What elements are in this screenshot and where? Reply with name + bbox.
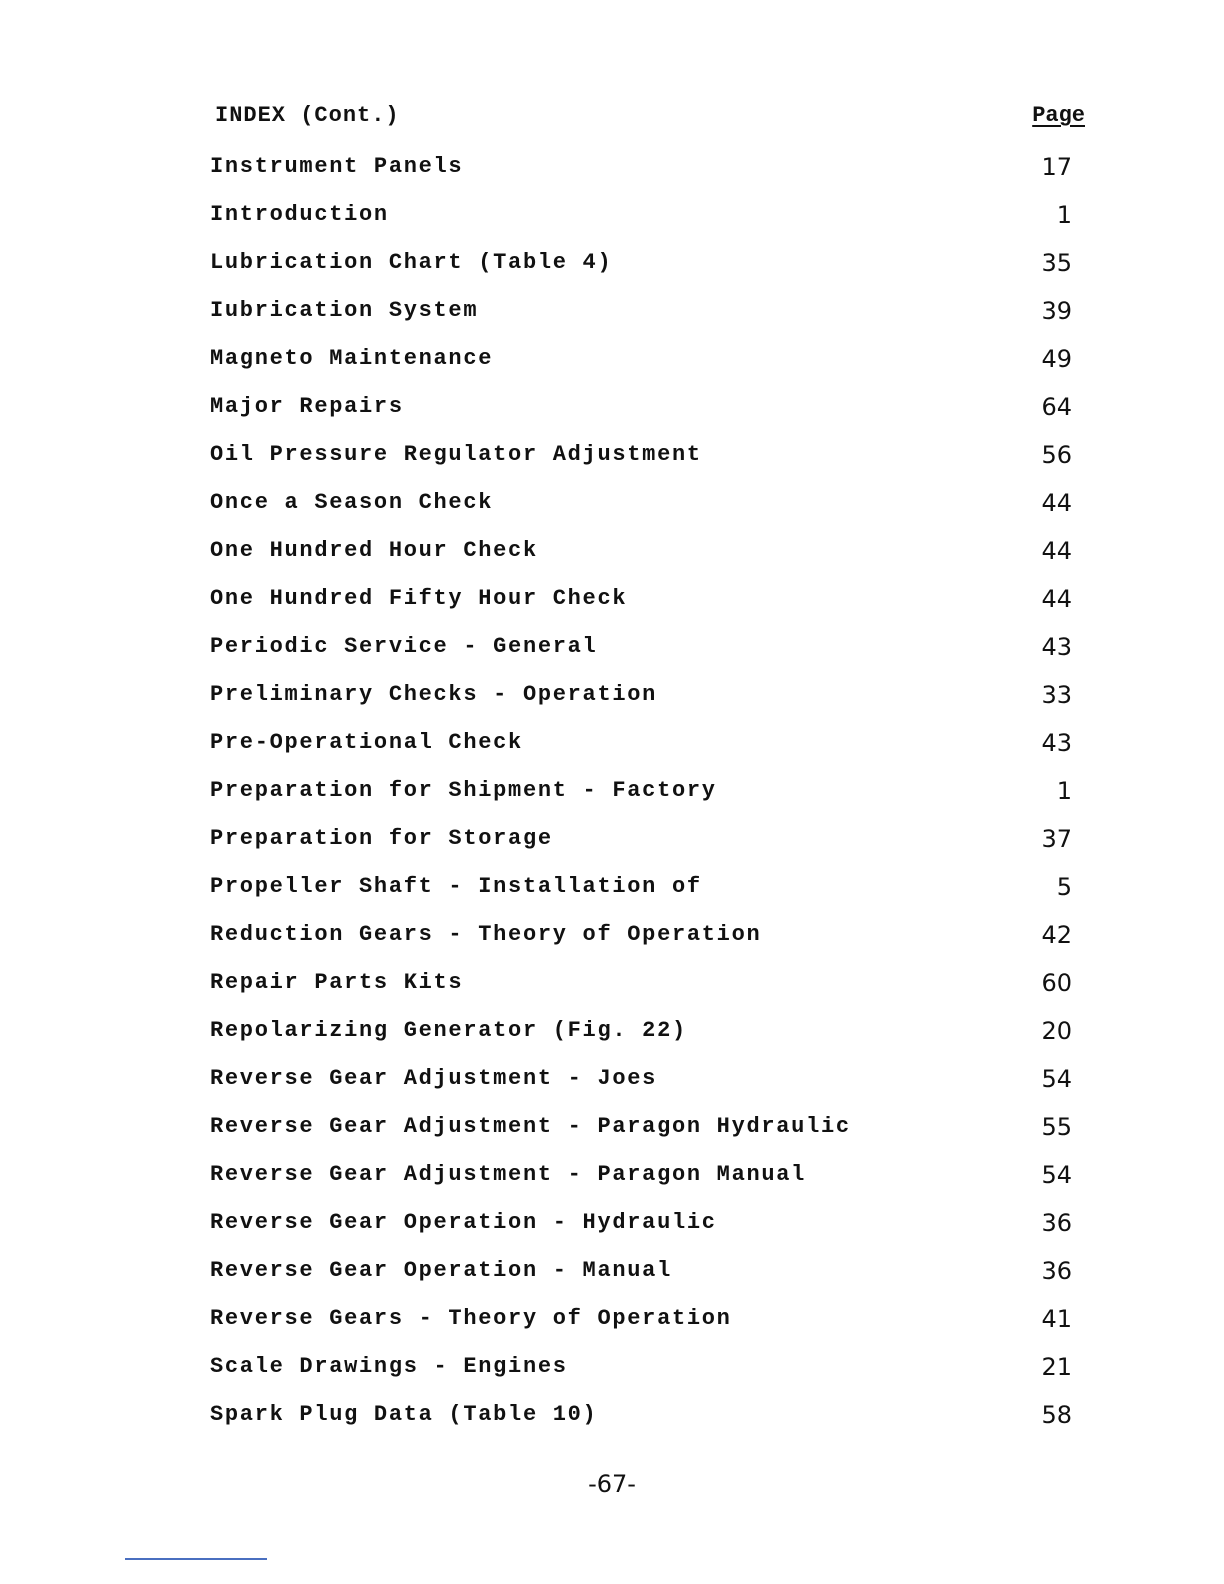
index-entry-title: Repair Parts Kits bbox=[210, 970, 464, 995]
index-entry-title: Preparation for Shipment - Factory bbox=[210, 778, 717, 803]
index-entry bbox=[210, 870, 1072, 918]
index-entry-page: 5 bbox=[1056, 873, 1072, 901]
index-entry bbox=[210, 1014, 1072, 1062]
index-entry-page: 36 bbox=[1041, 1257, 1072, 1285]
index-entry-list bbox=[210, 150, 1072, 1446]
index-entry-page: 1 bbox=[1056, 777, 1072, 805]
index-entry-title: Iubrication System bbox=[210, 298, 479, 323]
index-entry-page: 35 bbox=[1041, 249, 1072, 277]
index-entry bbox=[210, 246, 1072, 294]
index-entry-page: 43 bbox=[1041, 633, 1072, 661]
index-entry-title: Spark Plug Data (Table 10) bbox=[210, 1402, 598, 1427]
index-entry-page: 21 bbox=[1041, 1353, 1072, 1381]
index-entry bbox=[210, 198, 1072, 246]
index-entry-title: One Hundred Hour Check bbox=[210, 538, 538, 563]
index-entry-title: Preliminary Checks - Operation bbox=[210, 682, 658, 707]
index-entry-title: Reverse Gear Operation - Manual bbox=[210, 1258, 672, 1283]
index-entry bbox=[210, 678, 1072, 726]
index-entry bbox=[210, 918, 1072, 966]
index-entry-page: 33 bbox=[1041, 681, 1072, 709]
index-entry-page: 58 bbox=[1041, 1401, 1072, 1429]
index-entry-page: 43 bbox=[1041, 729, 1072, 757]
index-entry-title: Repolarizing Generator (Fig. 22) bbox=[210, 1018, 687, 1043]
index-entry-page: 44 bbox=[1041, 489, 1072, 517]
index-entry bbox=[210, 438, 1072, 486]
scan-edge-line bbox=[125, 1558, 267, 1560]
index-entry-page: 1 bbox=[1056, 201, 1072, 229]
index-entry-page: 56 bbox=[1041, 441, 1072, 469]
index-entry bbox=[210, 342, 1072, 390]
index-entry bbox=[210, 1302, 1072, 1350]
index-entry bbox=[210, 486, 1072, 534]
index-entry-page: 60 bbox=[1041, 969, 1072, 997]
index-entry bbox=[210, 774, 1072, 822]
index-entry bbox=[210, 1110, 1072, 1158]
index-entry-title: Once a Season Check bbox=[210, 490, 494, 515]
index-entry bbox=[210, 1158, 1072, 1206]
index-entry bbox=[210, 390, 1072, 438]
page-number: -67- bbox=[588, 1470, 636, 1498]
index-entry bbox=[210, 1062, 1072, 1110]
index-entry-title: Introduction bbox=[210, 202, 389, 227]
index-entry-page: 54 bbox=[1041, 1161, 1072, 1189]
index-entry-title: Lubrication Chart (Table 4) bbox=[210, 250, 613, 275]
index-entry-page: 54 bbox=[1041, 1065, 1072, 1093]
index-entry bbox=[210, 726, 1072, 774]
index-entry-page: 17 bbox=[1041, 153, 1072, 181]
index-entry bbox=[210, 1398, 1072, 1446]
index-entry-title: Reverse Gear Adjustment - Paragon Manual bbox=[210, 1162, 807, 1187]
index-entry-page: 64 bbox=[1041, 393, 1072, 421]
index-entry bbox=[210, 1350, 1072, 1398]
index-entry-page: 41 bbox=[1041, 1305, 1072, 1333]
index-entry bbox=[210, 1206, 1072, 1254]
index-entry-title: Reverse Gear Adjustment - Joes bbox=[210, 1066, 658, 1091]
index-entry-title: Scale Drawings - Engines bbox=[210, 1354, 568, 1379]
index-entry-title: Reverse Gear Adjustment - Paragon Hydraulic bbox=[210, 1114, 851, 1139]
index-entry-title: Reverse Gears - Theory of Operation bbox=[210, 1306, 732, 1331]
index-entry-title: Instrument Panels bbox=[210, 154, 464, 179]
index-entry bbox=[210, 966, 1072, 1014]
index-entry-page: 55 bbox=[1041, 1113, 1072, 1141]
page-column-heading: Page bbox=[1032, 103, 1085, 128]
index-entry-title: Periodic Service - General bbox=[210, 634, 598, 659]
index-entry-title: Magneto Maintenance bbox=[210, 346, 494, 371]
index-entry bbox=[210, 150, 1072, 198]
index-entry-title: Major Repairs bbox=[210, 394, 404, 419]
index-entry bbox=[210, 582, 1072, 630]
index-header bbox=[215, 103, 1085, 137]
index-entry-page: 37 bbox=[1041, 825, 1072, 853]
index-entry-title: Oil Pressure Regulator Adjustment bbox=[210, 442, 702, 467]
index-entry-page: 44 bbox=[1041, 585, 1072, 613]
index-entry bbox=[210, 534, 1072, 582]
index-entry-page: 36 bbox=[1041, 1209, 1072, 1237]
index-entry-title: One Hundred Fifty Hour Check bbox=[210, 586, 628, 611]
index-title: INDEX (Cont.) bbox=[215, 103, 400, 128]
index-entry-title: Reverse Gear Operation - Hydraulic bbox=[210, 1210, 717, 1235]
index-entry bbox=[210, 822, 1072, 870]
index-entry bbox=[210, 294, 1072, 342]
index-entry-title: Propeller Shaft - Installation of bbox=[210, 874, 702, 899]
index-entry-page: 39 bbox=[1041, 297, 1072, 325]
index-entry-page: 44 bbox=[1041, 537, 1072, 565]
index-entry-title: Pre-Operational Check bbox=[210, 730, 523, 755]
index-entry-page: 42 bbox=[1041, 921, 1072, 949]
index-entry-page: 20 bbox=[1041, 1017, 1072, 1045]
index-entry bbox=[210, 630, 1072, 678]
index-entry-title: Preparation for Storage bbox=[210, 826, 553, 851]
index-entry-title: Reduction Gears - Theory of Operation bbox=[210, 922, 762, 947]
index-entry bbox=[210, 1254, 1072, 1302]
index-entry-page: 49 bbox=[1041, 345, 1072, 373]
